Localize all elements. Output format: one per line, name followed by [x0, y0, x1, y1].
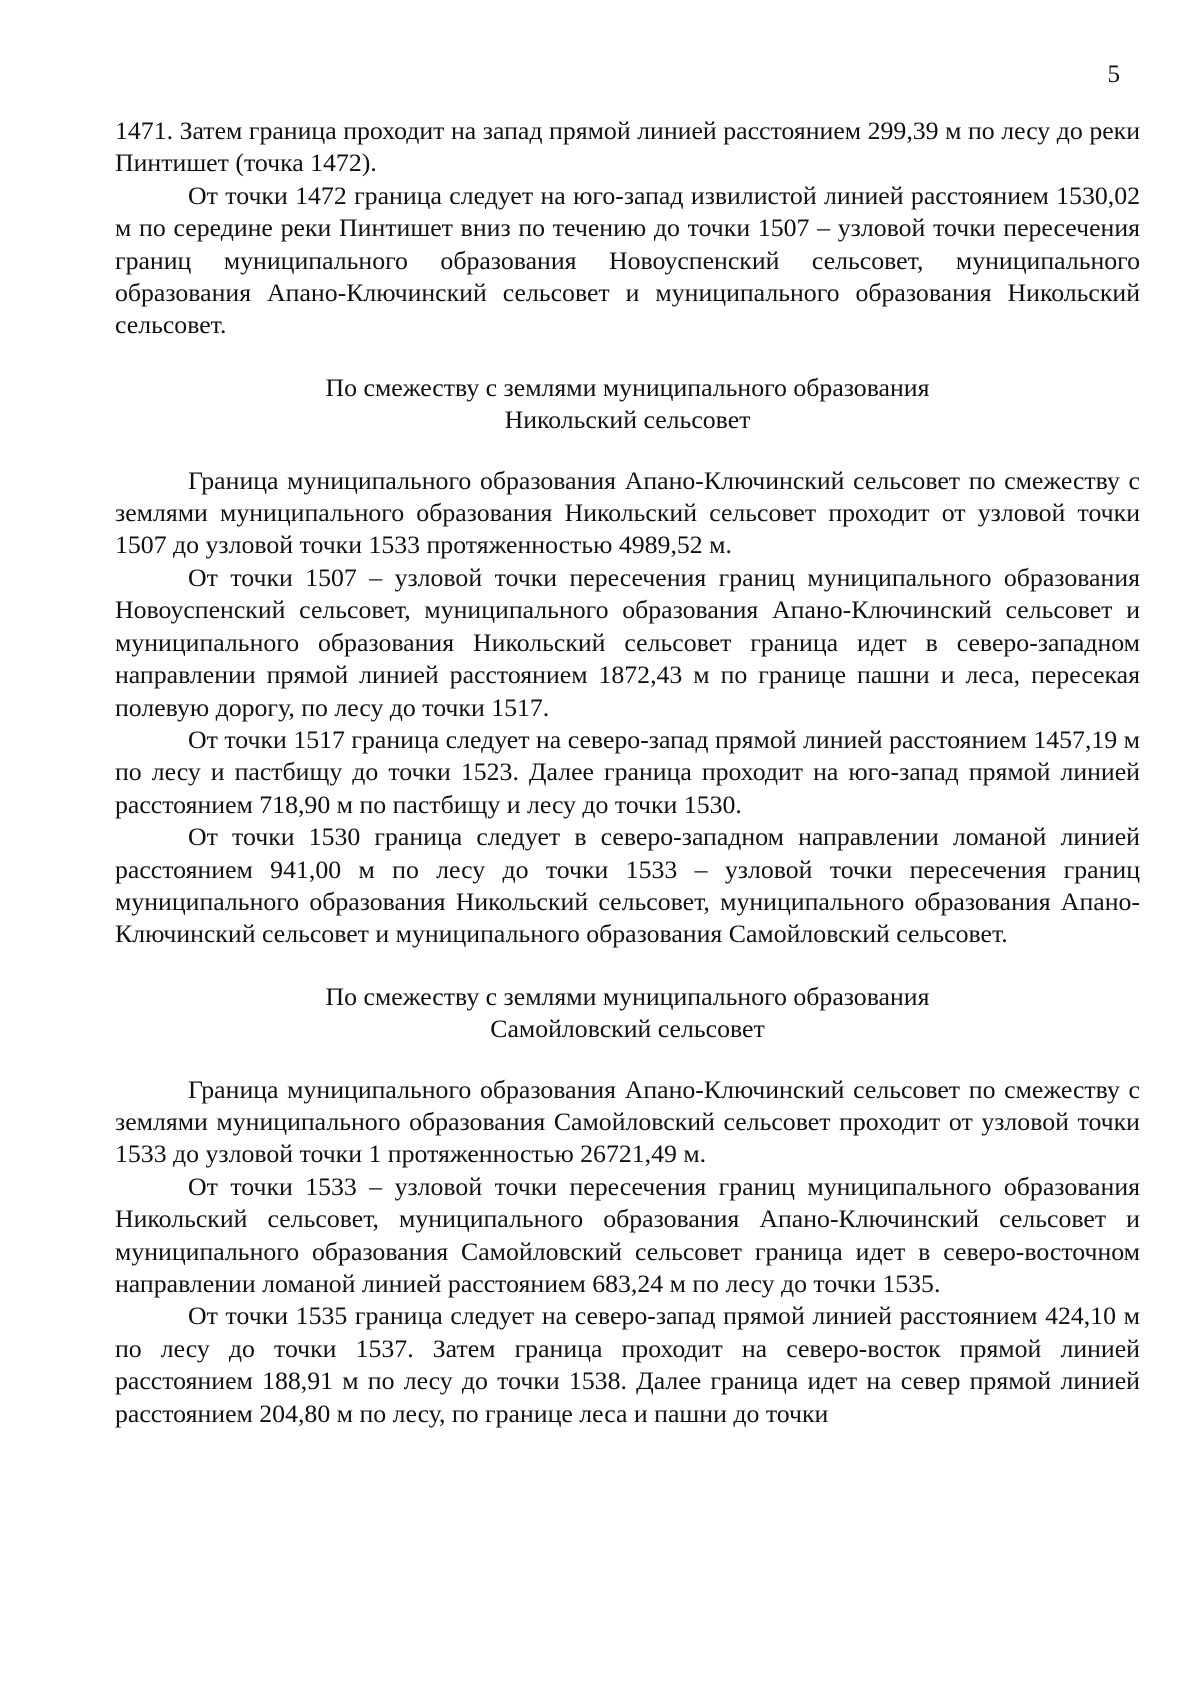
section-heading-nikolsky [115, 372, 1140, 437]
paragraph: От точки 1507 – узловой точки пересечения границ муниципального образования Новоуспенский сельсовет, муниципального образования Апано-Ключинский сельсовет и муниципального образования Никольский сельсовет граница идет в северо-западном направлении прямой линией расстоянием 1872,43 м по границе пашни и леса, пересекая полевую дорогу, по лесу до точки 1517. [115, 562, 1140, 722]
paragraph: От точки 1530 граница следует в северо-западном направлении ломаной линией расстоянием 941,00 м по лесу до точки 1533 – узловой точки пересечения границ муниципального образования Никольский сельсовет, муниципального образования Апано-Ключинский сельсовет и муниципального образования Самойловский сельсовет. [115, 822, 1140, 949]
paragraph: От точки 1535 граница следует на северо-запад прямой линией расстоянием 424,10 м по лесу до точки 1537. Затем граница проходит на северо-восток прямой линией расстоянием 188,91 м по лесу до точки 1538. Далее граница идет на север прямой линией расстоянием 204,80 м по лесу, по границе леса и пашни до точки [115, 1301, 1140, 1428]
paragraph: Граница муниципального образования Апано-Ключинский сельсовет по смежеству с землями муниципального образования Никольский сельсовет проходит от узловой точки 1507 до узловой точки 1533 протяженностью 4989,52 м. [115, 465, 1140, 560]
section-heading-samoylovsky [115, 981, 1140, 1046]
paragraph: Граница муниципального образования Апано-Ключинский сельсовет по смежеству с землями муниципального образования Самойловский сельсовет проходит от узловой точки 1533 до узловой точки 1 протяженностью 26721,49 м. [115, 1074, 1140, 1169]
paragraph: От точки 1517 граница следует на северо-запад прямой линией расстоянием 1457,19 м по лесу и пастбищу до точки 1523. Далее граница проходит на юго-запад прямой линией расстоянием 718,90 м по пастбищу и лесу до точки 1530. [115, 724, 1140, 819]
page-number: 5 [1107, 61, 1120, 88]
section-heading-line: Самойловский сельсовет [490, 1014, 765, 1044]
paragraph: От точки 1472 граница следует на юго-запад извилистой линией расстоянием 1530,02 м по середине реки Пинтишет вниз по течению до точки 1507 – узловой точки пересечения границ муниципального образования Новоуспенский сельсовет, муниципального образования Апано-Ключинский сельсовет и муниципального образования Никольский сельсовет. [115, 180, 1140, 340]
section-heading-line: По смежеству с землями муниципального образования [325, 981, 930, 1011]
paragraph-continuation: 1471. Затем граница проходит на запад прямой линией расстоянием 299,39 м по лесу до реки Пинтишет (точка 1472). [115, 116, 1140, 178]
document-body [115, 115, 1140, 1430]
paragraph: От точки 1533 – узловой точки пересечения границ муниципального образования Никольский сельсовет, муниципального образования Апано-Ключинский сельсовет и муниципального образования Самойловский сельсовет граница идет в северо-восточном направлении ломаной линией расстоянием 683,24 м по лесу до точки 1535. [115, 1171, 1140, 1298]
section-heading-line: Никольский сельсовет [504, 405, 751, 435]
section-heading-line: По смежеству с землями муниципального образования [325, 372, 930, 402]
